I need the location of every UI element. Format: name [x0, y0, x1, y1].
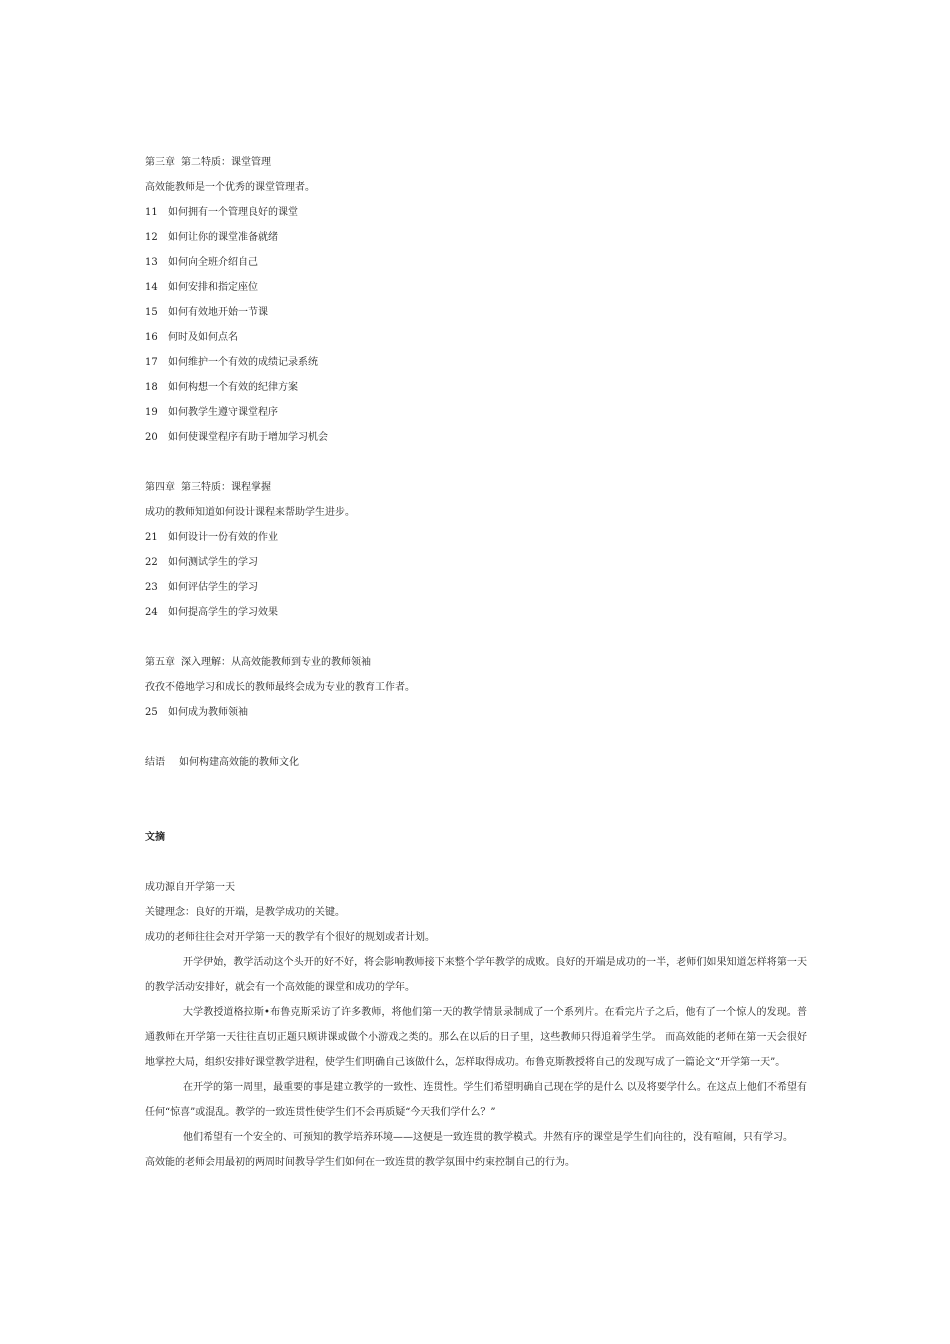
- toc-item-text: 如何测试学生的学习: [168, 557, 258, 568]
- excerpt-title: 成功源自开学第一天: [145, 882, 235, 893]
- excerpt-intro: 成功的老师往往会对开学第一天的教学有个很好的规划或者计划。: [145, 932, 435, 943]
- toc-item-number: 15: [145, 307, 158, 318]
- section-spacer: [145, 850, 807, 875]
- chapter-title: 第三特质：课程掌握: [181, 482, 271, 493]
- section-spacer: [145, 775, 807, 800]
- toc-item-text: 如何安排和指定座位: [168, 282, 258, 293]
- toc-item: [145, 250, 807, 275]
- toc-item-text: 如何设计一份有效的作业: [168, 532, 278, 543]
- chapter-title: 深入理解：从高效能教师到专业的教师领袖: [181, 657, 371, 668]
- chapter-5-heading: [145, 650, 807, 675]
- toc-item-number: 17: [145, 357, 158, 368]
- section-spacer: [145, 625, 807, 650]
- chapter-4-heading: [145, 475, 807, 500]
- toc-item-text: 如何使课堂程序有助于增加学习机会: [168, 432, 328, 443]
- toc-item: [145, 275, 807, 300]
- toc-item: [145, 300, 807, 325]
- toc-item-text: 如何教学生遵守课堂程序: [168, 407, 278, 418]
- toc-item-number: 18: [145, 382, 158, 393]
- epilogue-title: 如何构建高效能的教师文化: [179, 757, 299, 768]
- toc-item: [145, 400, 807, 425]
- section-spacer: [145, 450, 807, 475]
- toc-item: [145, 375, 807, 400]
- chapter-4-description: 成功的教师知道如何设计课程来帮助学生进步。: [145, 507, 355, 518]
- chapter-label: 第五章: [145, 657, 175, 668]
- toc-item: [145, 575, 807, 600]
- toc-item-text: 何时及如何点名: [168, 332, 238, 343]
- toc-item-number: 20: [145, 432, 158, 443]
- chapter-3-heading: [145, 150, 807, 175]
- toc-item-text: 如何让你的课堂准备就绪: [168, 232, 278, 243]
- toc-item-number: 16: [145, 332, 158, 343]
- epilogue-heading: [145, 750, 807, 775]
- toc-item-number: 13: [145, 257, 158, 268]
- toc-item-number: 11: [145, 207, 158, 218]
- toc-item-number: 14: [145, 282, 158, 293]
- toc-item: [145, 600, 807, 625]
- toc-item: [145, 425, 807, 450]
- toc-item-number: 24: [145, 607, 158, 618]
- toc-item-number: 21: [145, 532, 158, 543]
- section-spacer: [145, 800, 807, 825]
- toc-item: [145, 350, 807, 375]
- chapter-3-description: 高效能教师是一个优秀的课堂管理者。: [145, 182, 315, 193]
- excerpt-paragraph: 在开学的第一周里，最重要的事是建立教学的一致性、连贯性。学生们希望明确自己现在学的是什么 以及将要学什么。在这点上他们不希望有任何“惊喜”或混乱。教学的一致连贯性使学生们不会再质疑“今天我们学什么？”: [145, 1082, 807, 1118]
- toc-item-text: 如何构想一个有效的纪律方案: [168, 382, 298, 393]
- toc-item-number: 23: [145, 582, 158, 593]
- toc-item: [145, 550, 807, 575]
- chapter-label: 第三章: [145, 157, 175, 168]
- chapter-label: 第四章: [145, 482, 175, 493]
- document-page: [145, 150, 807, 1175]
- toc-item-number: 25: [145, 707, 158, 718]
- toc-item-text: 如何成为教师领袖: [168, 707, 248, 718]
- toc-item-number: 22: [145, 557, 158, 568]
- excerpt-closing: 高效能的老师会用最初的两周时间教导学生们如何在一致连贯的教学氛围中约束控制自己的行为。: [145, 1157, 575, 1168]
- toc-item: [145, 525, 807, 550]
- excerpt-paragraph: 开学伊始，教学活动这个头开的好不好，将会影响教师接下来整个学年教学的成败。良好的开端是成功的一半，老师们如果知道怎样将第一天的教学活动安排好，就会有一个高效能的课堂和成功的学年。: [145, 957, 807, 993]
- toc-item: [145, 325, 807, 350]
- excerpt-paragraph: 大学教授道格拉斯•布鲁克斯采访了许多教师，将他们第一天的教学情景录制成了一个系列片。在看完片子之后，他有了一个惊人的发现。普通教师在开学第一天往往直切正题只顾讲课或做个小游戏之类的。那么在以后的日子里，这些教师只得追着学生学。 而高效能的老师在第一天会很好地掌控大局，组织安排好课堂教学进程，使学生们明确自己该做什么，怎样取得成功。布鲁克斯教授将自己的发现写成了一篇论文“开学第一天”。: [145, 1007, 807, 1068]
- toc-item-text: 如何有效地开始一节课: [168, 307, 268, 318]
- toc-item-text: 如何提高学生的学习效果: [168, 607, 278, 618]
- chapter-3-items: [145, 200, 807, 450]
- toc-item: [145, 225, 807, 250]
- epilogue-label: 结语: [145, 757, 165, 768]
- chapter-title: 第二特质：课堂管理: [181, 157, 271, 168]
- chapter-5-items: [145, 700, 807, 725]
- toc-item-text: 如何向全班介绍自己: [168, 257, 258, 268]
- excerpt-heading: 文摘: [145, 832, 165, 843]
- toc-item-text: 如何维护一个有效的成绩记录系统: [168, 357, 318, 368]
- toc-item: [145, 700, 807, 725]
- chapter-4-items: [145, 525, 807, 625]
- toc-item: [145, 200, 807, 225]
- excerpt-key-idea: 关键理念：良好的开端，是教学成功的关键。: [145, 907, 345, 918]
- section-spacer: [145, 725, 807, 750]
- toc-item-number: 19: [145, 407, 158, 418]
- chapter-5-description: 孜孜不倦地学习和成长的教师最终会成为专业的教育工作者。: [145, 682, 415, 693]
- excerpt-paragraph: 他们希望有一个安全的、可预知的教学培养环境——这便是一致连贯的教学模式。井然有序的课堂是学生们向往的，没有喧闹，只有学习。: [183, 1132, 793, 1143]
- toc-item-text: 如何拥有一个管理良好的课堂: [168, 207, 298, 218]
- toc-item-number: 12: [145, 232, 158, 243]
- toc-item-text: 如何评估学生的学习: [168, 582, 258, 593]
